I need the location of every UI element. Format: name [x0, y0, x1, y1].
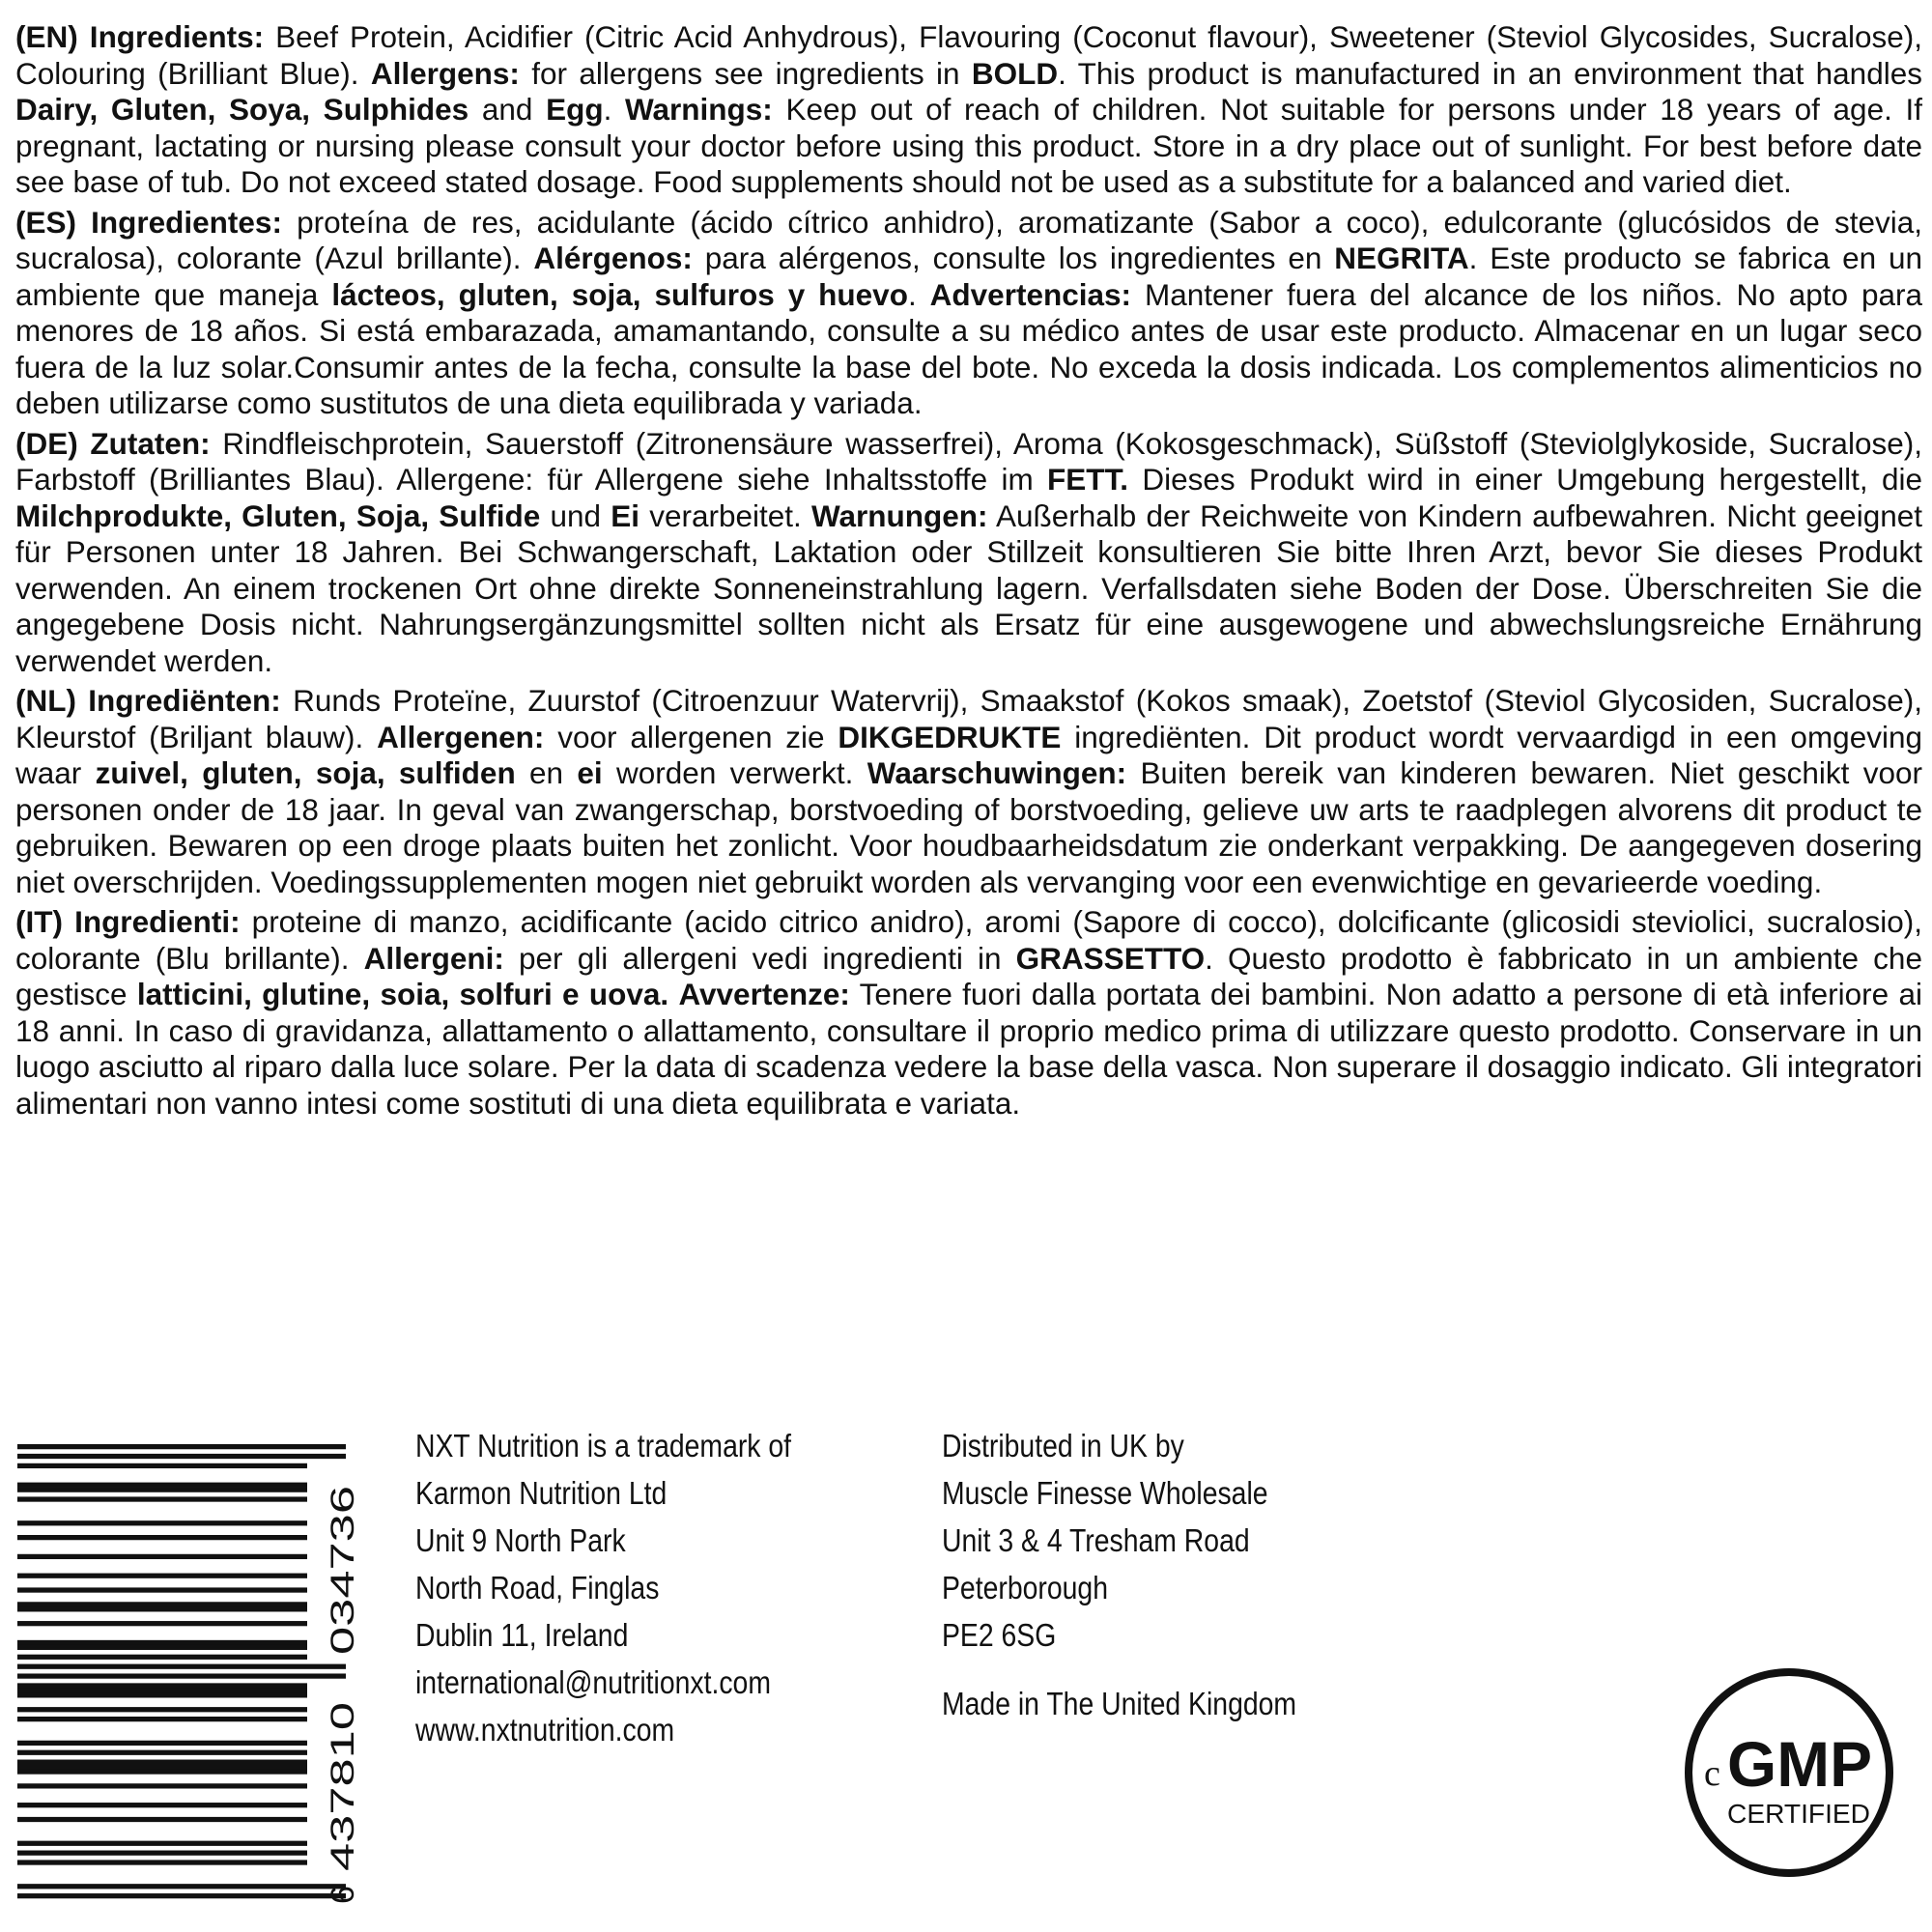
text-segment: .: [907, 276, 930, 312]
bold-text-segment: DIKGEDRUKTE: [838, 719, 1062, 754]
barcode-bar: [17, 1483, 307, 1488]
barcode-bar: [17, 1893, 346, 1898]
bold-text-segment: BOLD: [971, 55, 1059, 91]
barcode-bar: [17, 1488, 307, 1492]
barcode-bar: [17, 1884, 346, 1889]
trademark-website[interactable]: www.nxtnutrition.com: [415, 1712, 675, 1747]
distributor-company: Muscle Finesse Wholesale: [942, 1475, 1268, 1511]
made-in-text: Made in The United Kingdom: [942, 1686, 1297, 1721]
trademark-company: Karmon Nutrition Ltd: [415, 1475, 668, 1511]
text-segment: proteine di manzo, acidificante (acido citrico anidro), aromi (Sapore di cocco), dolcificante (glicosidi steviolici, sucralosio), colorante (Blu brillante).: [15, 904, 1922, 976]
ingredients-text-block: [15, 19, 1922, 1125]
barcode-bar: [17, 1655, 307, 1660]
text-segment: Außerhalb der Reichweite von Kindern aufbewahren. Nicht geeignet für Personen unter 18 Jahren. Bei Schwangerschaft, Laktation oder Stillzeit konsultieren Sie bitte Ihren Arzt, bevor Sie dieses Produkt verwenden. An einem trockenen Ort ohne direkte Sonneneinstrahlung lagern. Verfallsdaten siehe Boden der Dose. Überschreiten Sie die angegebene Dosis nicht. Nahrungsergänzungsmittel sollten nicht als Ersatz für eine ausgewogene und abwechslungsreiche Ernährung verwendet werden.: [15, 497, 1923, 678]
barcode-bar: [17, 1760, 307, 1765]
bold-text-segment: Dairy, Gluten, Soya, Sulphides: [15, 92, 469, 127]
text-segment: Tenere fuori dalla portata dei bambini. Non adatto a persone di età inferiore ai 18 anni. In caso di gravidanza, allattamento o allattamento, consultare il proprio medico prima di utilizzare questo prodotto. Conservare in un luogo asciutto al riparo dalla luce solare. Per la data di scadenza vedere la base della vasca. Non superare il dosaggio indicato. Gli integratori alimentari non vanno intesi come sostituti di una dieta equilibrata e variata.: [15, 977, 1922, 1121]
barcode-bar: [17, 1803, 307, 1807]
barcode-bar: [17, 1454, 346, 1459]
barcode-bar: [17, 1640, 307, 1645]
paragraph-en: [15, 19, 1922, 201]
badge-sub: CERTIFIED: [1727, 1799, 1870, 1829]
bold-text-segment: (ES) Ingredientes:: [15, 204, 282, 240]
bold-text-segment: Allergenen:: [377, 719, 545, 754]
barcode-bar: [17, 1664, 346, 1669]
text-segment: voor allergenen zie: [544, 719, 838, 754]
distributor-postcode: PE2 6SG: [942, 1617, 1057, 1653]
barcode-bar: [17, 1851, 307, 1856]
text-segment: and: [469, 92, 547, 127]
barcode-bar: [17, 1606, 307, 1611]
text-segment: . Este producto se fabrica en un ambiente que maneja: [15, 241, 1922, 312]
bold-text-segment: Allergeni:: [363, 940, 504, 976]
barcode-bars: [17, 1444, 346, 1898]
text-segment: Beef Protein, Acidifier (Citric Acid Anhydrous), Flavouring (Coconut flavour), Sweetener (Steviol Glycosides, Sucralose), Colouring (Brilliant Blue).: [15, 19, 1922, 91]
barcode-bar: [17, 1717, 307, 1721]
barcode-bar: [17, 1692, 307, 1697]
badge-prefix: c: [1704, 1753, 1720, 1794]
barcode-bar: [17, 1783, 307, 1788]
trademark-road: North Road, Finglas: [415, 1570, 660, 1605]
bold-text-segment: Milchprodukte, Gluten, Soja, Sulfide: [15, 497, 541, 533]
barcode-bar: [17, 1587, 307, 1592]
text-segment: Dieses Produkt wird in einer Umgebung hergestellt, die: [1128, 462, 1922, 497]
text-segment: . Questo prodotto è fabbricato in un ambiente che gestisce: [15, 940, 1922, 1011]
trademark-unit: Unit 9 North Park: [415, 1522, 626, 1558]
distributor-heading: Distributed in UK by: [942, 1428, 1184, 1463]
bold-text-segment: Alérgenos:: [533, 241, 693, 275]
barcode-bar: [17, 1741, 307, 1746]
bold-text-segment: Advertencias:: [929, 276, 1132, 312]
barcode-digit-lead: 6: [325, 1886, 361, 1904]
bold-text-segment: (EN) Ingredients:: [15, 19, 265, 54]
bold-text-segment: FETT.: [1047, 462, 1129, 497]
bold-text-segment: GRASSETTO: [1015, 940, 1206, 976]
barcode-bar: [17, 1621, 307, 1626]
bold-text-segment: lácteos, gluten, soja, sulfuros y huevo: [331, 276, 908, 312]
barcode-bar: [17, 1574, 307, 1578]
distributor-unit: Unit 3 & 4 Tresham Road: [942, 1522, 1250, 1558]
bold-text-segment: NEGRITA: [1334, 241, 1469, 275]
barcode-bar: [17, 1496, 307, 1501]
paragraph-nl: [15, 683, 1922, 900]
text-segment: Mantener fuera del alcance de los niños. No apto para menores de 18 años. Si está embarazada, amamantando, consulte a su médico antes de usar este producto. Almacenar en un lugar seco fuera de la luz solar.Consumir antes de la fecha, consulte la base del bote. No exceda la dosis indicada. Los complementos alimenticios no deben utilizarse como sustitutos de una dieta equilibrada y variada.: [15, 276, 1922, 420]
trademark-address: [415, 1422, 791, 1753]
text-segment: Rindfleischprotein, Sauerstoff (Zitronensäure wasserfrei), Aroma (Kokosgeschmack), Süßstoff (Steviolglykoside, Sucralose), Farbstoff (Brilliantes Blau). Allergene: für Allergene siehe Inhaltsstoffe im: [15, 425, 1922, 497]
text-segment: para alérgenos, consulte los ingredientes en: [692, 241, 1335, 275]
barcode-bar: [17, 1817, 307, 1822]
bold-text-segment: (DE) Zutaten:: [15, 425, 211, 461]
text-segment: for allergens see ingredients in: [519, 55, 972, 91]
text-segment: Buiten bereik van kinderen bewaren. Niet geschikt voor personen onder de 18 jaar. In geval van zwangerschap, borstvoeding of borstvoeding, gelieve uw arts te raadplegen alvorens dit product te gebruiken. Bewaren op een droge plaats buiten het zonlicht. Voor houdbaarheidsdatum zie onderkant verpakking. De aangegeven dosering niet overschrijden. Voedingssupplementen mogen niet gebruikt worden als vervanging voor een evenwichtige en gevarieerde voeding.: [15, 755, 1922, 899]
bold-text-segment: Avvertenze:: [678, 977, 850, 1011]
barcode-image: [17, 1444, 365, 1908]
barcode-bar: [17, 1554, 307, 1559]
barcode-digits-right: 034736: [325, 1545, 361, 1655]
barcode-bar: [17, 1520, 307, 1525]
barcode-digits-left: 437810: [325, 1761, 361, 1871]
text-segment: und: [540, 497, 611, 533]
bold-text-segment: (NL) Ingrediënten:: [15, 683, 281, 718]
text-segment: proteína de res, acidulante (ácido cítrico anhidro), aromatizante (Sabor a coco), edulcorante (glucósidos de stevia, sucralosa), colorante (Azul brillante).: [15, 204, 1922, 275]
bold-text-segment: zuivel, gluten, soja, sulfiden: [95, 755, 516, 790]
paragraph-de: [15, 426, 1922, 680]
bold-text-segment: Ei: [611, 497, 640, 533]
barcode-bar: [17, 1860, 307, 1864]
distributor-address: [942, 1422, 1296, 1727]
bold-text-segment: Warnings:: [624, 92, 773, 127]
distributor-city: Peterborough: [942, 1570, 1108, 1605]
barcode-bar: [17, 1535, 307, 1540]
barcode-bar: [17, 1444, 346, 1449]
paragraph-it: [15, 904, 1922, 1122]
bold-text-segment: latticini, glutine, soia, solfuri e uova.: [136, 977, 669, 1011]
text-segment: verarbeitet.: [639, 497, 811, 533]
bold-text-segment: (IT) Ingredienti:: [15, 904, 241, 939]
text-segment: Runds Proteïne, Zuurstof (Citroenzuur Watervrij), Smaakstof (Kokos smaak), Zoetstof (Steviol Glycosiden, Sucralose), Kleurstof (Briljant blauw).: [15, 683, 1922, 754]
bold-text-segment: Allergens:: [370, 55, 520, 91]
text-segment: per gli allergeni vedi ingredienti in: [503, 940, 1016, 976]
trademark-city: Dublin 11, Ireland: [415, 1617, 629, 1653]
bold-text-segment: Waarschuwingen:: [867, 755, 1127, 790]
text-segment: [668, 977, 678, 1011]
text-segment: .: [603, 92, 625, 127]
barcode-bar: [17, 1688, 307, 1692]
barcode-bar: [17, 1769, 307, 1774]
trademark-email[interactable]: international@nutritionxt.com: [415, 1664, 771, 1700]
barcode-bar: [17, 1841, 307, 1846]
text-segment: worden verwerkt.: [602, 755, 867, 790]
barcode-bar: [17, 1673, 346, 1678]
text-segment: ingrediënten. Dit product wordt vervaardigd in een omgeving waar: [15, 719, 1923, 790]
text-segment: en: [515, 755, 578, 790]
bold-text-segment: Warnungen:: [810, 497, 988, 533]
barcode-bar: [17, 1463, 307, 1468]
bold-text-segment: Egg: [546, 92, 604, 127]
bold-text-segment: ei: [577, 755, 603, 790]
barcode-bar: [17, 1750, 307, 1755]
barcode-bar: [17, 1707, 307, 1712]
barcode-bar: [17, 1602, 307, 1606]
barcode-bar: [17, 1764, 307, 1769]
badge-main: GMP: [1727, 1728, 1872, 1800]
trademark-line: NXT Nutrition is a trademark of: [415, 1428, 792, 1463]
paragraph-es: [15, 205, 1922, 422]
gmp-certified-badge-icon: [1683, 1666, 1895, 1879]
text-segment: Keep out of reach of children. Not suitable for persons under 18 years of age. If pregnant, lactating or nursing please consult your doctor before using this product. Store in a dry place out of sunlight. For best before date see base of tub. Do not exceed stated dosage. Food supplements should not be used as a substitute for a balanced and varied diet.: [15, 92, 1922, 199]
text-segment: . This product is manufactured in an environment that handles: [1058, 55, 1922, 91]
barcode-bar: [17, 1683, 307, 1688]
barcode-bar: [17, 1645, 307, 1650]
